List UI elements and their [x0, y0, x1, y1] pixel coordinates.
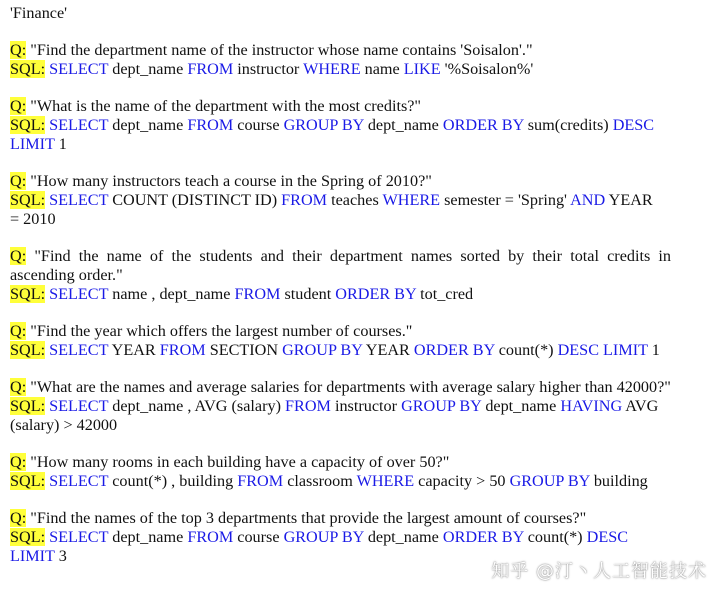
sql-keyword: FROM — [187, 528, 234, 546]
sql-text: teaches — [327, 191, 383, 209]
qa-item — [10, 41, 671, 79]
question-label: Q: — [10, 322, 27, 340]
sql-text: tot_cred — [416, 285, 474, 303]
sql-keyword: WHERE — [356, 472, 415, 490]
sql-text: dept_name — [363, 116, 443, 134]
sql-text: course — [233, 528, 284, 546]
question-line — [10, 41, 671, 60]
sql-keyword: WHERE — [382, 191, 441, 209]
sql-text: YEAR — [605, 191, 653, 209]
sql-label: SQL: — [10, 528, 46, 546]
sql-keyword: FROM — [234, 285, 281, 303]
item-spacer — [10, 23, 671, 41]
sql-text: dept_name — [108, 60, 188, 78]
sql-text: 3 — [54, 547, 67, 565]
sql-text: count(*) — [523, 528, 587, 546]
question-line — [10, 378, 671, 397]
sql-text: student — [280, 285, 336, 303]
sql-text: YEAR — [362, 341, 414, 359]
qa-list — [10, 23, 676, 566]
qa-item — [10, 247, 676, 304]
sql-line — [10, 116, 671, 154]
question-text: "How many rooms in each building have a capacity of over 50?" — [26, 453, 450, 471]
sql-keyword: LIMIT — [10, 135, 55, 153]
sql-keyword: FROM — [159, 341, 206, 359]
sql-keyword: SELECT — [49, 60, 109, 78]
sql-keyword: ORDER BY — [335, 285, 417, 303]
sql-text: building — [589, 472, 648, 490]
question-label: Q: — [10, 509, 27, 527]
sql-text: (salary) > 42000 — [10, 416, 118, 434]
qa-item — [10, 172, 671, 229]
sql-text: SECTION — [205, 341, 283, 359]
item-spacer — [10, 154, 671, 172]
sql-line — [10, 397, 671, 435]
sql-text: YEAR — [108, 341, 160, 359]
sql-keyword: FROM — [281, 191, 328, 209]
sql-text: classroom — [283, 472, 357, 490]
sql-text: course — [233, 116, 284, 134]
sql-keyword: DESC — [586, 528, 629, 546]
qa-item — [10, 322, 671, 360]
question-line — [10, 509, 671, 528]
sql-line — [10, 60, 671, 79]
sql-text: capacity > 50 — [414, 472, 510, 490]
sql-keyword: WHERE — [303, 60, 361, 78]
item-spacer — [10, 79, 671, 97]
sql-keyword: LIMIT — [10, 547, 55, 565]
question-label: Q: — [10, 172, 27, 190]
question-label: Q: — [10, 97, 27, 115]
sql-text: name — [360, 60, 404, 78]
sql-text: count(*) — [494, 341, 558, 359]
sql-label: SQL: — [10, 285, 46, 303]
question-label: Q: — [10, 41, 27, 59]
question-text: "Find the name of the students and their department names sorted by their total credits in ascending order." — [10, 247, 676, 284]
question-text: "Find the department name of the instructor whose name contains 'Soisalon'." — [26, 41, 533, 59]
sql-keyword: SELECT — [49, 472, 109, 490]
sql-keyword: DESC LIMIT — [557, 341, 648, 359]
item-spacer — [10, 304, 671, 322]
question-text: "What is the name of the department with the most credits?" — [26, 97, 422, 115]
sql-text: count(*) , building — [108, 472, 238, 490]
question-line — [10, 322, 671, 341]
sql-keyword: GROUP BY — [401, 397, 482, 415]
sql-line — [10, 472, 671, 491]
sql-label: SQL: — [10, 472, 46, 490]
sql-keyword: SELECT — [49, 116, 109, 134]
header-text: 'Finance' — [10, 4, 68, 22]
sql-keyword: ORDER BY — [413, 341, 495, 359]
sql-keyword: SELECT — [49, 191, 109, 209]
sql-label: SQL: — [10, 341, 46, 359]
sql-keyword: DESC — [612, 116, 655, 134]
sql-label: SQL: — [10, 116, 46, 134]
sql-text: dept_name — [108, 116, 188, 134]
question-line — [10, 247, 676, 285]
question-text: "How many instructors teach a course in the Spring of 2010?" — [26, 172, 432, 190]
question-line — [10, 453, 671, 472]
sql-label: SQL: — [10, 191, 46, 209]
sql-text: name , dept_name — [108, 285, 235, 303]
sql-text: semester = 'Spring' — [440, 191, 571, 209]
sql-keyword: FROM — [237, 472, 284, 490]
watermark: 知乎 @汀丶人工智能技术 — [491, 561, 707, 582]
sql-keyword: AND — [570, 191, 606, 209]
question-label: Q: — [10, 378, 27, 396]
sql-text: 1 — [54, 135, 67, 153]
question-line — [10, 172, 671, 191]
sql-keyword: FROM — [187, 60, 234, 78]
question-line — [10, 97, 671, 116]
qa-item — [10, 453, 671, 491]
item-spacer — [10, 491, 671, 509]
sql-label: SQL: — [10, 397, 46, 415]
document-page — [10, 4, 676, 566]
sql-line — [10, 191, 671, 229]
sql-keyword: GROUP BY — [283, 116, 364, 134]
sql-keyword: GROUP BY — [282, 341, 363, 359]
sql-keyword: SELECT — [49, 397, 109, 415]
sql-keyword: GROUP BY — [509, 472, 590, 490]
sql-text: dept_name , AVG (salary) — [108, 397, 286, 415]
sql-text: instructor — [233, 60, 304, 78]
sql-keyword: ORDER BY — [442, 116, 524, 134]
sql-keyword: LIKE — [403, 60, 441, 78]
qa-item — [10, 97, 671, 154]
sql-text: = 2010 — [10, 210, 56, 228]
sql-keyword: SELECT — [49, 285, 109, 303]
question-text: "What are the names and average salaries for departments with average salary higher than 42000?" — [26, 378, 671, 396]
item-spacer — [10, 360, 671, 378]
sql-keyword: SELECT — [49, 528, 109, 546]
question-text: "Find the year which offers the largest number of courses." — [26, 322, 413, 340]
question-label: Q: — [10, 247, 27, 265]
sql-text: instructor — [330, 397, 402, 415]
sql-keyword: SELECT — [49, 341, 109, 359]
sql-text: AVG — [622, 397, 659, 415]
sql-keyword: HAVING — [560, 397, 623, 415]
sql-keyword: FROM — [285, 397, 331, 415]
sql-line — [10, 341, 671, 360]
sql-keyword: GROUP BY — [283, 528, 364, 546]
item-spacer — [10, 229, 671, 247]
item-spacer — [10, 435, 671, 453]
sql-text: sum(credits) — [523, 116, 613, 134]
sql-text: dept_name — [481, 397, 561, 415]
qa-item — [10, 378, 671, 435]
question-text: "Find the names of the top 3 departments that provide the largest amount of courses?" — [26, 509, 587, 527]
sql-keyword: ORDER BY — [442, 528, 524, 546]
sql-text: dept_name — [363, 528, 443, 546]
sql-text: 1 — [647, 341, 660, 359]
sql-keyword: FROM — [187, 116, 234, 134]
sql-line — [10, 285, 671, 304]
question-label: Q: — [10, 453, 27, 471]
sql-text: '%Soisalon%' — [440, 60, 534, 78]
sql-label: SQL: — [10, 60, 46, 78]
sql-text: dept_name — [108, 528, 188, 546]
sql-text: COUNT (DISTINCT ID) — [108, 191, 282, 209]
